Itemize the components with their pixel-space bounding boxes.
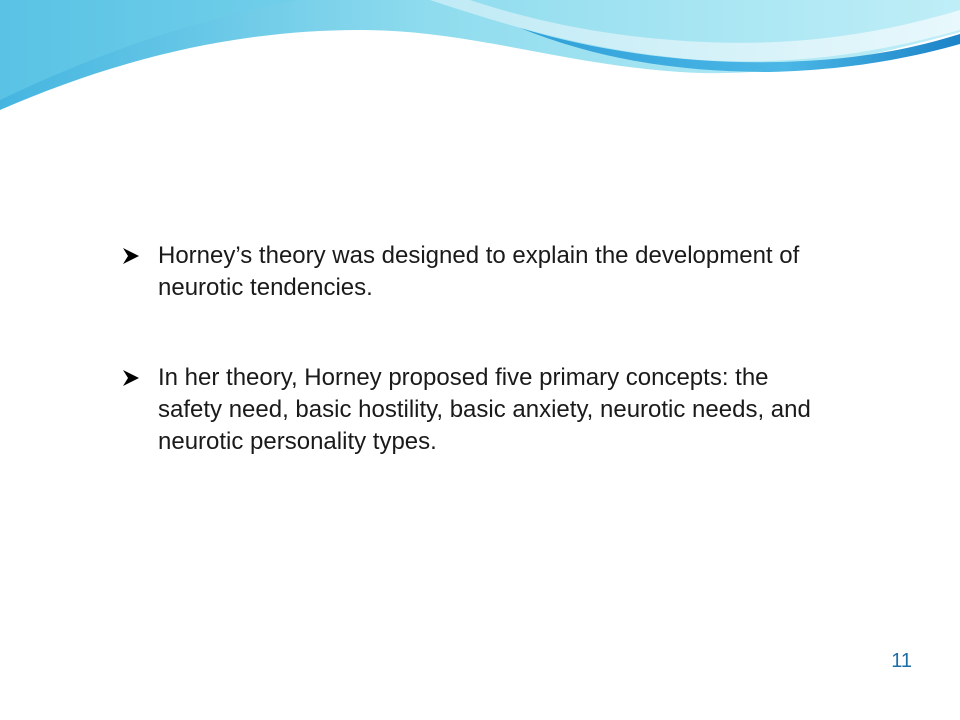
bullet-text: In her theory, Horney proposed five primary concepts: the safety need, basic hostility, basic anxiety, neurotic needs, and neurotic personality types. xyxy=(158,364,811,455)
arrowhead-bullet-icon xyxy=(122,236,158,276)
bullet-text: Horney’s theory was designed to explain the development of neurotic tendencies. xyxy=(158,242,800,301)
arrowhead-bullet-icon xyxy=(122,358,158,398)
bullet-list xyxy=(122,236,822,512)
bullet-item xyxy=(122,236,822,304)
header-wave-decoration xyxy=(0,0,960,130)
page-number: 11 xyxy=(891,650,912,672)
bullet-item xyxy=(122,358,822,458)
